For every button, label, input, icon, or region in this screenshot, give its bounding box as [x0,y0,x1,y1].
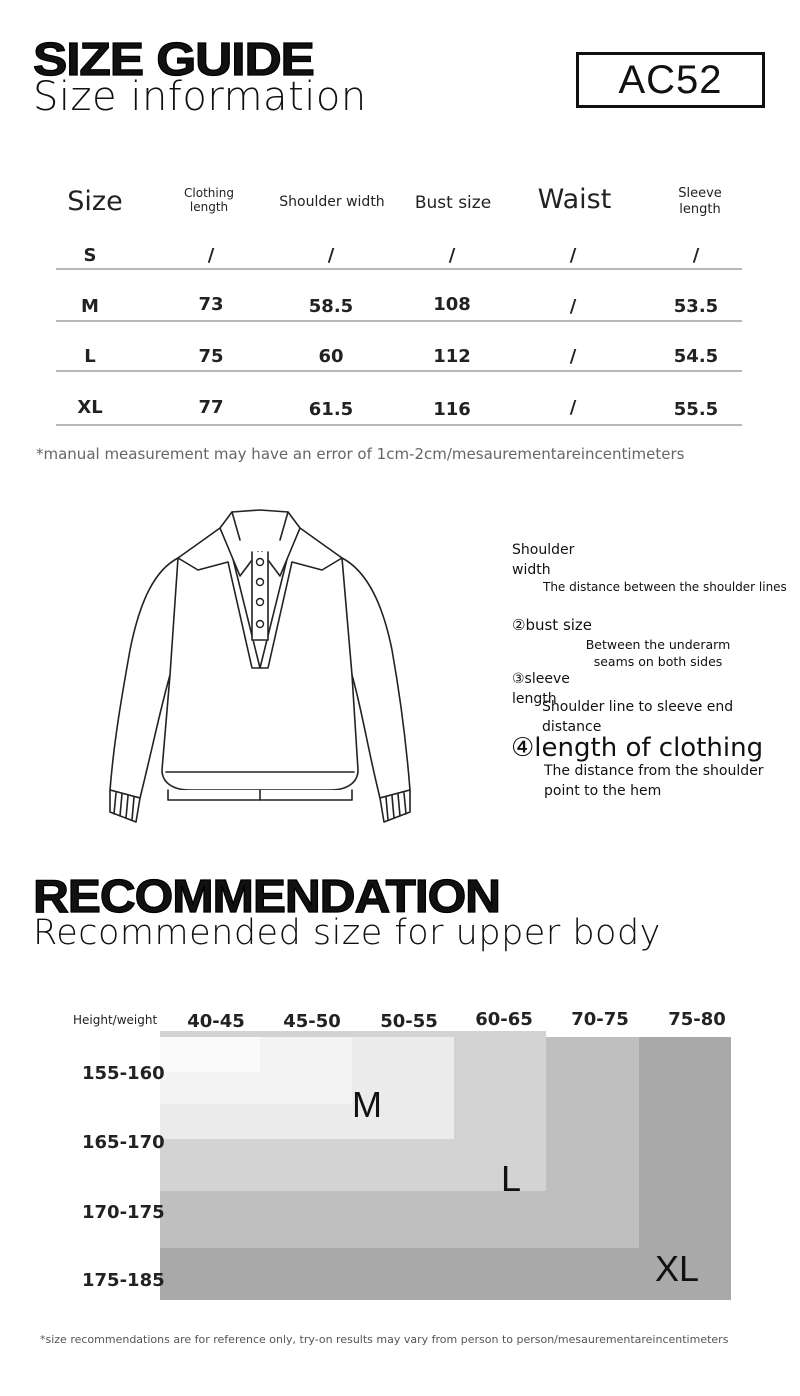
zone-label-l: L [501,1158,522,1199]
product-code-box [576,52,765,108]
cell-waist: / [569,245,577,266]
sleeve-length-desc: Shoulder line to sleeve end distance [542,699,734,735]
cell-shoulder: 58.5 [308,296,354,317]
page-title: SIZE GUIDE [33,33,314,85]
cell-length: 75 [198,346,224,367]
cell-bust: 108 [433,294,471,315]
cell-size: XL [77,397,103,418]
cell-length: / [207,245,215,266]
zone-innermost-area [160,1037,260,1072]
table-row-divider [56,268,742,270]
cell-bust: 112 [433,346,471,367]
height-label: 165-170 [82,1132,165,1153]
cell-sleeve: 53.5 [673,296,719,317]
weight-header: 50-55 [380,1011,438,1032]
cell-length: 77 [198,397,224,418]
cell-waist: / [569,346,577,367]
height-label: 175-185 [82,1270,165,1291]
bust-size-title: ②bust size [512,616,593,634]
cell-sleeve: / [692,245,700,266]
clothing-length-desc: The distance from the shoulder point to the hem [544,763,764,799]
col-header-shoulder-width: Shoulder width [279,194,385,210]
cell-sleeve: 55.5 [673,399,719,420]
cell-shoulder: / [327,245,335,266]
sweater-illustration [100,500,420,830]
height-label: 170-175 [82,1202,165,1223]
bust-size-desc: Between the underarm seams on both sides [585,637,731,669]
cell-shoulder: 60 [318,346,344,367]
weight-header: 60-65 [475,1009,533,1030]
product-code: AC52 [618,57,723,102]
cell-shoulder: 61.5 [308,399,354,420]
table-row-divider [56,424,742,426]
cell-length: 73 [198,294,224,315]
weight-header: 40-45 [187,1011,245,1032]
col-header-sleeve-length: Sleeve length [678,186,722,218]
clothing-length-title: ④length of clothing [511,733,764,763]
cell-waist: / [569,397,577,418]
height-label: 155-160 [82,1063,165,1084]
zone-label-xl: XL [655,1248,700,1289]
cell-size: M [81,296,99,317]
cell-size: L [84,346,96,367]
cell-sleeve: 54.5 [673,346,719,367]
zone-label-m: M [352,1084,382,1125]
col-header-clothing-length: Clothing length [184,186,234,215]
col-header-bust-size: Bust size [414,193,492,213]
col-header-size: Size [67,186,123,217]
recommendation-note: *size recommendations are for reference only, try-on results may vary from person to person/mesaurementareincentimeters [40,1333,729,1346]
weight-header: 75-80 [668,1009,726,1030]
weight-header: 45-50 [283,1011,341,1032]
shoulder-width-desc: The distance between the shoulder lines [543,580,787,594]
sleeve-length-title: ③sleeve length [512,671,570,708]
cell-waist: / [569,296,577,317]
col-header-waist: Waist [537,184,612,215]
grid-corner-label: Height/weight [73,1013,158,1027]
weight-header: 70-75 [571,1009,629,1030]
table-row-divider [56,370,742,372]
page-subtitle: Size information [33,74,367,120]
cell-size: S [83,245,97,266]
cell-bust: / [448,245,456,266]
table-row-divider [56,320,742,322]
recommendation-title: RECOMMENDATION [33,870,500,922]
recommendation-subtitle: Recommended size for upper body [33,913,661,953]
shoulder-width-title: Shoulder width [512,542,575,579]
cell-bust: 116 [433,399,471,420]
measurement-note: *manual measurement may have an error of 1cm-2cm/mesaurementareincentimeters [36,445,685,463]
